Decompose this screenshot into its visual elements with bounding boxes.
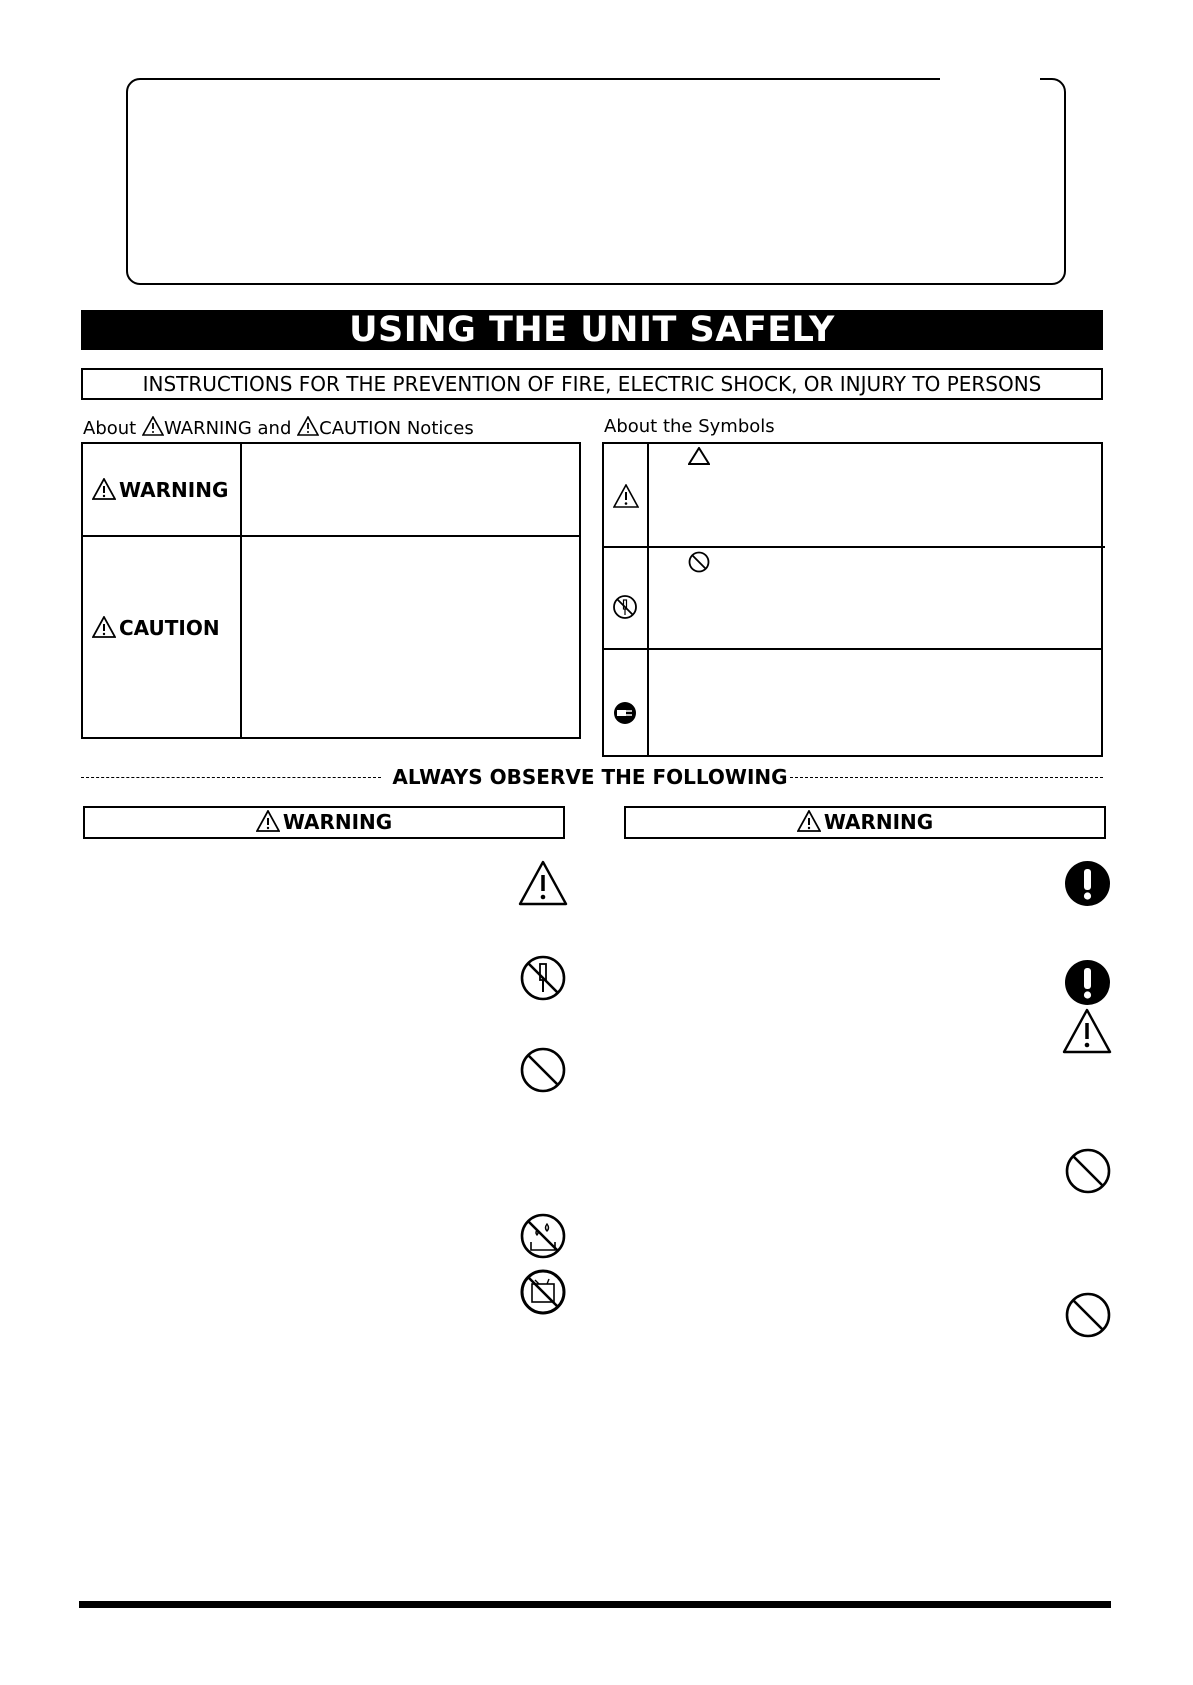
instructions-heading: INSTRUCTIONS FOR THE PREVENTION OF FIRE, ELECTRIC SHOCK, OR INJURY TO PERSONS bbox=[81, 368, 1103, 400]
prohibition-icon bbox=[1064, 1291, 1112, 1339]
prohibition-icon bbox=[1064, 1147, 1112, 1195]
symbols-table bbox=[602, 442, 1103, 757]
observe-heading: ALWAYS OBSERVE THE FOLLOWING bbox=[392, 765, 788, 789]
warning-triangle-icon bbox=[92, 616, 116, 638]
notices-label-prefix: About bbox=[83, 418, 137, 439]
prohibition-icon bbox=[519, 1046, 567, 1094]
page-title: USING THE UNIT SAFELY bbox=[81, 310, 1103, 350]
notice-caution-label: CAUTION bbox=[92, 616, 220, 640]
no-disassembly-icon bbox=[612, 594, 638, 620]
warning-triangle-icon bbox=[256, 810, 280, 832]
warning-triangle-icon bbox=[92, 478, 116, 500]
unplug-icon bbox=[612, 701, 638, 725]
no-objects-icon bbox=[519, 1268, 567, 1316]
warning-triangle-icon bbox=[797, 810, 821, 832]
notices-section-label bbox=[83, 416, 474, 442]
right-warning-header: WARNING bbox=[624, 806, 1106, 839]
warning-triangle-icon bbox=[613, 484, 639, 508]
warning-triangle-icon bbox=[297, 416, 319, 442]
left-warning-header: WARNING bbox=[83, 806, 565, 839]
symbols-divider bbox=[647, 442, 649, 757]
notices-label-caution: CAUTION Notices bbox=[319, 418, 474, 439]
mandatory-icon bbox=[1064, 860, 1111, 907]
symbols-section-label: About the Symbols bbox=[604, 416, 775, 437]
mandatory-icon bbox=[1064, 959, 1111, 1006]
bottom-rule bbox=[79, 1601, 1111, 1608]
notices-divider bbox=[240, 442, 242, 739]
top-panel-gap bbox=[940, 74, 1040, 82]
notices-divider bbox=[81, 535, 581, 537]
warning-triangle-icon bbox=[518, 860, 568, 906]
notices-label-and: and bbox=[257, 418, 292, 439]
prohibition-circle-icon bbox=[688, 551, 710, 573]
symbols-divider bbox=[602, 546, 1105, 548]
warning-triangle-icon bbox=[142, 416, 164, 442]
dashed-rule bbox=[790, 777, 1103, 778]
warning-triangle-icon bbox=[1062, 1008, 1112, 1054]
no-disassembly-icon bbox=[519, 954, 567, 1002]
top-notice-panel bbox=[126, 78, 1066, 285]
triangle-outline-icon bbox=[688, 447, 710, 465]
symbols-divider bbox=[602, 648, 1103, 650]
dashed-rule bbox=[81, 777, 381, 778]
no-water-icon bbox=[519, 1212, 567, 1260]
notices-label-warning: WARNING bbox=[163, 418, 252, 439]
notice-warning-label: WARNING bbox=[92, 478, 228, 502]
